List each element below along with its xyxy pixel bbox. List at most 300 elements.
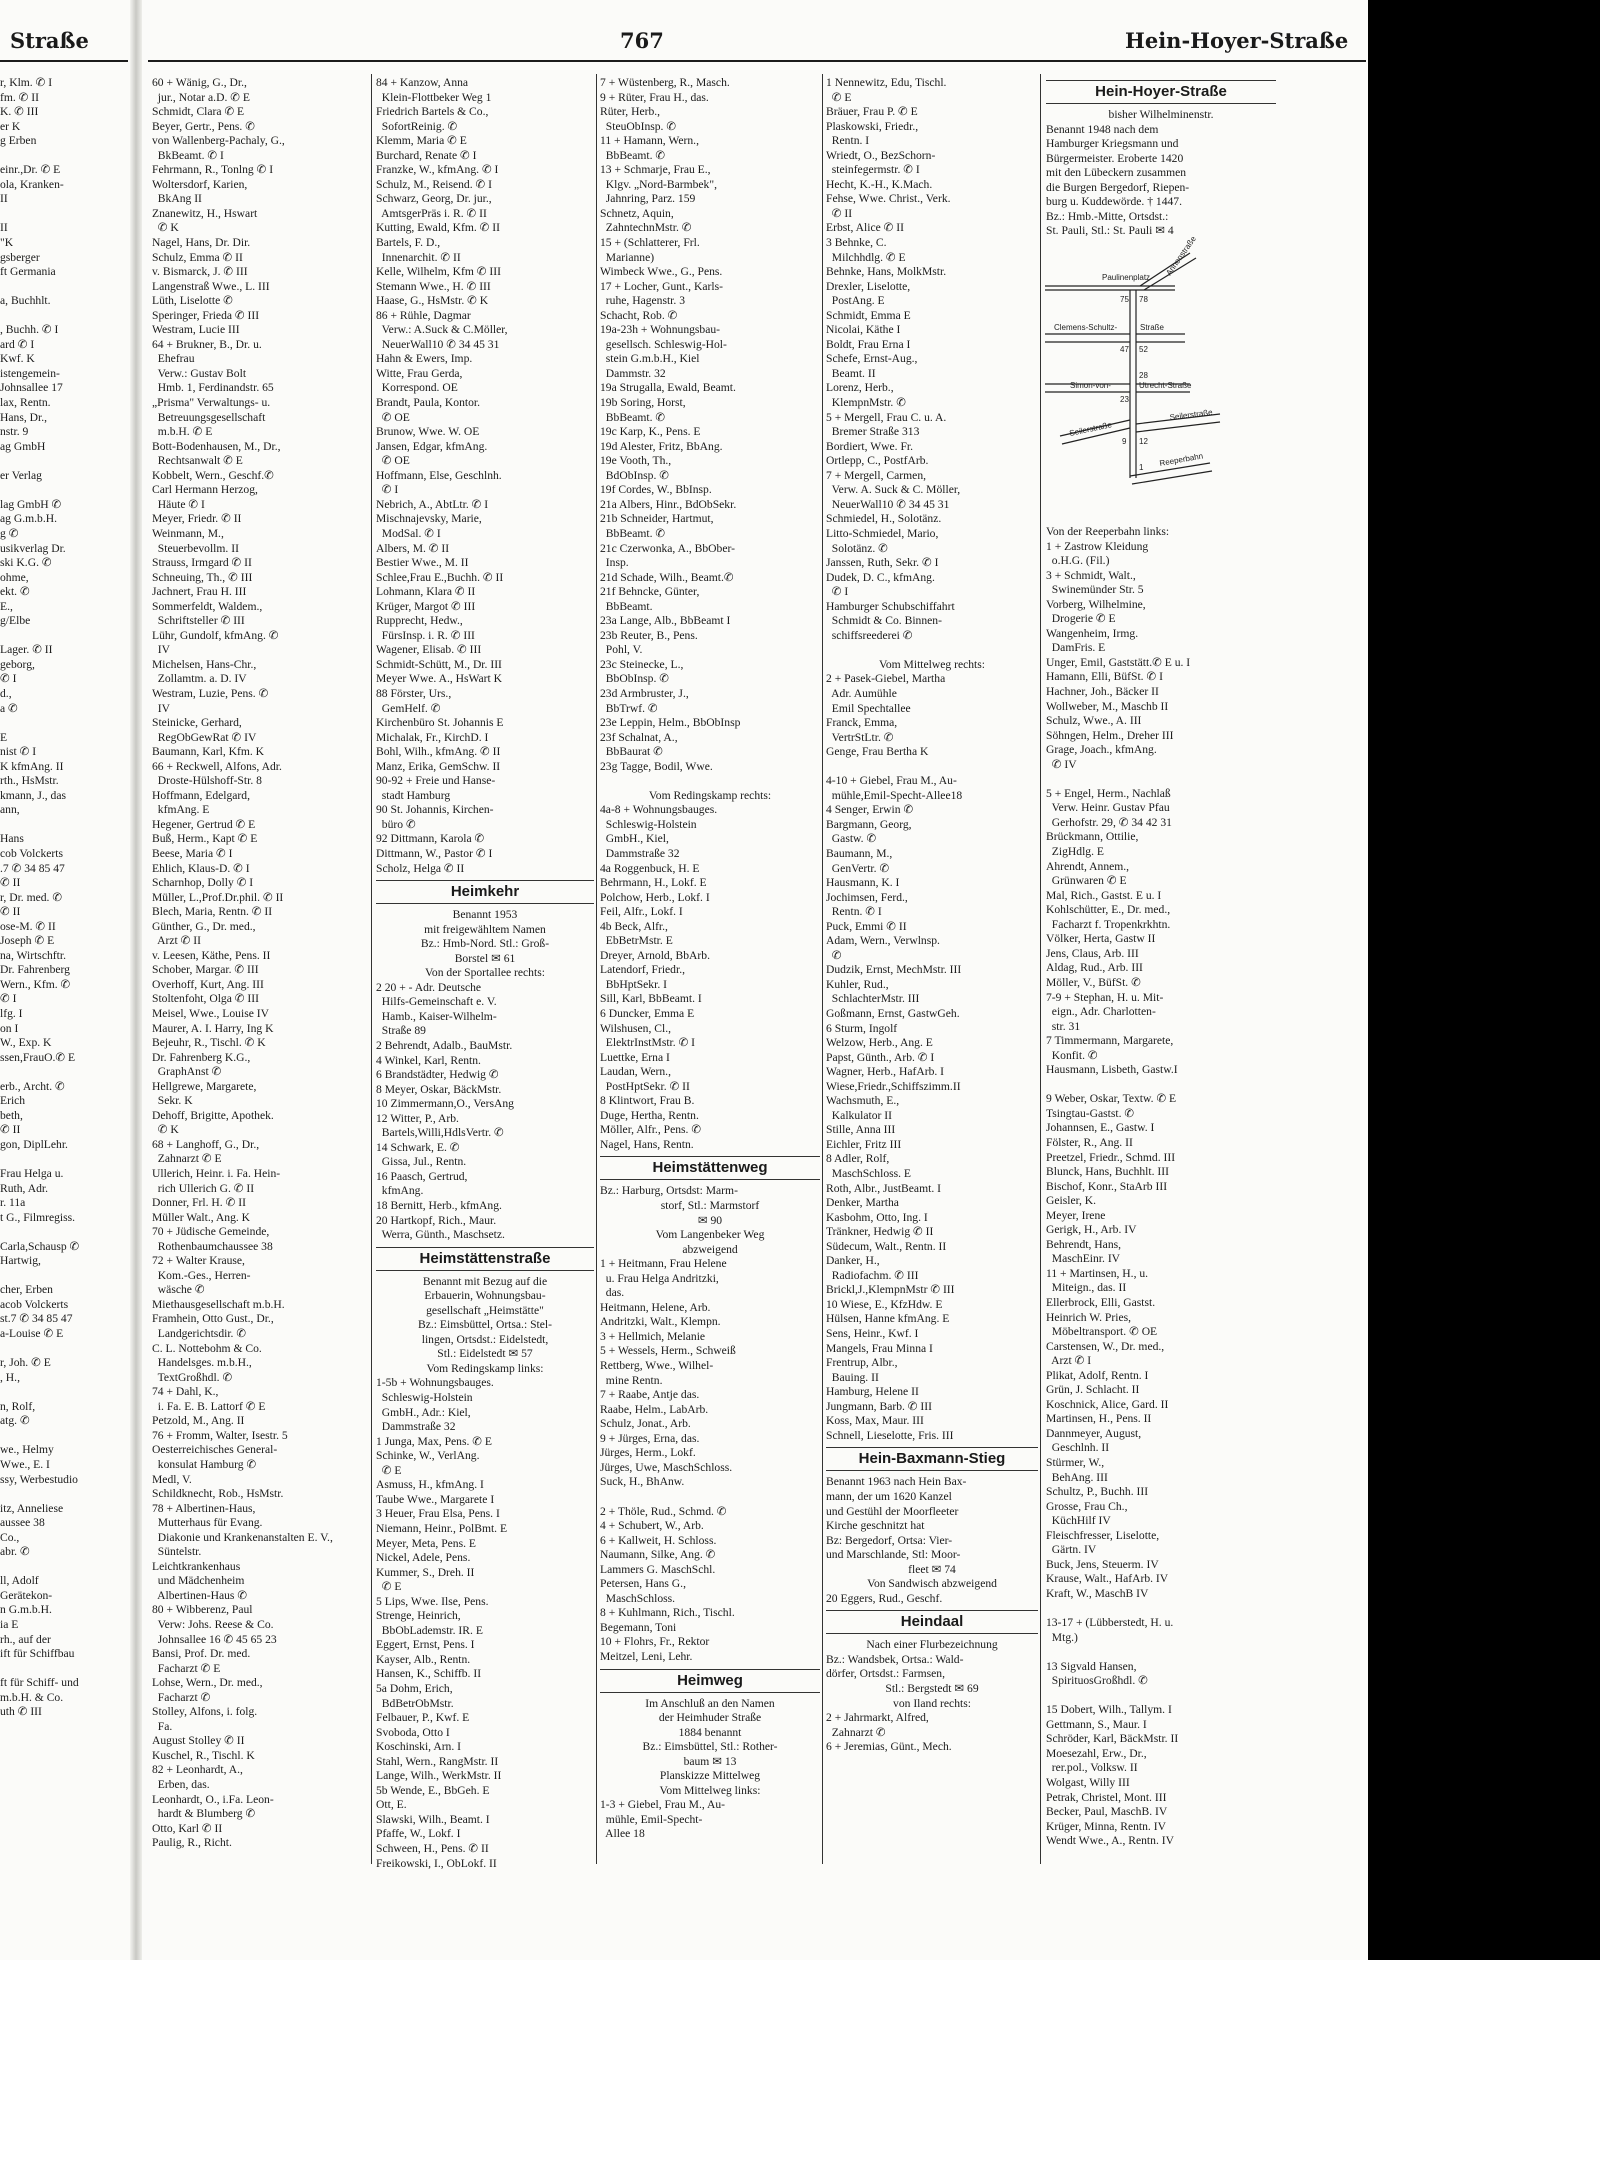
directory-entry-line: Ott, E.	[376, 1798, 407, 1812]
directory-entry-line: 21f Behncke, Günter,	[600, 585, 700, 599]
directory-entry-line: Verw.: Gustav Bolt	[152, 366, 247, 380]
directory-entry-line	[0, 1429, 128, 1444]
directory-entry-line: Ehefrau	[152, 352, 195, 366]
directory-entry-line: Gerätekon-	[0, 1588, 53, 1602]
directory-entry-line: Schleswig-Holstein	[600, 817, 697, 831]
directory-entry-line: ft für Schiff- und	[0, 1676, 79, 1690]
directory-entry-line: Kuschel, R., Tischl. K	[152, 1748, 255, 1762]
directory-entry-line: Hausmann, K. I	[826, 876, 900, 890]
directory-entry-line: Mischnajevsky, Marie,	[376, 512, 482, 526]
scanner-background	[1368, 0, 1600, 2177]
directory-entry-line: Koschinski, Arn. I	[376, 1740, 462, 1754]
directory-entry-line: Hachner, Joh., Bäcker II	[1046, 685, 1159, 699]
directory-entry-line: 23g Tagge, Bodil, Wwe.	[600, 759, 713, 773]
directory-entry-line: Friedrich Bartels & Co.,	[376, 105, 489, 119]
directory-entry-line: rth., HsMstr.	[0, 774, 59, 788]
directory-entry-line: Naumann, Silke, Ang. ✆	[600, 1548, 716, 1562]
map-label-annenstrasse: Annenstraße	[1164, 234, 1198, 278]
street-note: bisher Wilhelminenstr.	[1108, 108, 1214, 121]
directory-entry-line: nstr. 9	[0, 425, 29, 439]
directory-entry-line: Verw.: A.Suck & C.Möller,	[376, 323, 508, 337]
directory-entry-line: ift für Schiffbau	[0, 1647, 75, 1661]
street-heading: Heimkehr	[376, 880, 594, 904]
directory-entry-line: büro ✆	[376, 817, 416, 831]
directory-entry-line: ose-M. ✆ II	[0, 919, 56, 933]
directory-entry-line: Kutting, Ewald, Kfm. ✆ II	[376, 221, 501, 235]
directory-entry-line: die Burgen Bergedorf, Riepen-	[1046, 180, 1190, 194]
directory-entry-line: er K	[0, 119, 21, 133]
directory-entry-line: Ellerbrock, Elli, Gastst.	[1046, 1295, 1156, 1309]
directory-entry-line: ssen,FrauO.✆ E	[0, 1050, 76, 1064]
directory-entry-line: 21b Schneider, Hartmut,	[600, 512, 714, 526]
directory-entry-line: stadt Hamburg	[376, 788, 451, 802]
directory-entry-line: Welzow, Herb., Ang. E	[826, 1036, 933, 1050]
directory-entry-line: Allee 18	[600, 1827, 645, 1841]
directory-entry-line: Brückmann, Ottilie,	[1046, 830, 1139, 844]
directory-entry-line: Hamann, Elli, BüfSt. ✆ I	[1046, 670, 1163, 684]
map-label-seilerstrasse-right: Seilerstraße	[1169, 407, 1214, 422]
directory-entry-line: Möbeltransport. ✆ OE	[1046, 1325, 1158, 1339]
directory-entry-line: K kfmAng. II	[0, 759, 64, 773]
directory-entry-line: 5a Dohm, Erich,	[376, 1681, 453, 1695]
directory-entry-line: 1 Nennewitz, Edu, Tischl.	[826, 76, 947, 89]
directory-entry-line: 5 + Wessels, Herm., Schweiß	[600, 1344, 736, 1358]
directory-entry-line: Schmidt, Clara ✆ E	[152, 105, 245, 119]
directory-entry-line: Aldag, Rud., Arb. III	[1046, 961, 1143, 975]
directory-entry-line: E	[0, 730, 8, 744]
directory-entry-line: Süntelstr.	[152, 1545, 202, 1559]
directory-entry-line: Petzold, M., Ang. II	[152, 1414, 245, 1428]
directory-entry-line: Hamb., Kaiser-Wilhelm-	[376, 1009, 497, 1023]
directory-entry-line	[1046, 1078, 1276, 1093]
directory-entry-line: wäsche ✆	[152, 1283, 205, 1297]
directory-entry-line: Korrespond. OE	[376, 381, 458, 395]
directory-entry-line: kfmAng.	[376, 1184, 424, 1198]
directory-entry-line: cher, Erben	[0, 1283, 53, 1297]
directory-entry-line: ag G.m.b.H.	[0, 512, 57, 526]
directory-entry-line: Facharzt f. Tropenkrkhtn.	[1046, 917, 1171, 931]
directory-entry-line: ✆ I	[0, 992, 17, 1006]
map-label-75: 75	[1120, 295, 1129, 304]
directory-entry-line: Schween, H., Pens. ✆ II	[376, 1841, 489, 1855]
directory-entry-line: Stemann Wwe., H. ✆ III	[376, 279, 491, 293]
directory-entry-line: 6 Duncker, Emma E	[600, 1007, 695, 1020]
directory-entry-line: Gerhofstr. 29, ✆ 34 42 31	[1046, 815, 1172, 829]
directory-entry-line: Dudzik, Ernst, MechMstr. III	[826, 963, 962, 977]
directory-entry-line: Plaskowski, Friedr.,	[826, 119, 919, 133]
directory-entry-line: Hans, Dr.,	[0, 410, 48, 424]
directory-entry-line: Südecum, Walt., Rentn. II	[826, 1239, 947, 1253]
directory-entry-line: Schinke, W., VerlAng.	[376, 1449, 480, 1463]
directory-entry-line: m.b.H. & Co.	[0, 1690, 64, 1704]
directory-entry-line: Krause, Walt., HafArb. IV	[1046, 1572, 1169, 1586]
directory-entry-line: Meyer, Friedr. ✆ II	[152, 512, 242, 526]
directory-entry-line: Lammers G. MaschSchl.	[600, 1562, 716, 1576]
column-1	[152, 76, 368, 1851]
directory-entry-line: Schnell, Lieselotte, Fris. III	[826, 1428, 954, 1442]
directory-entry-line: Bott-Bodenhausen, M., Dr.,	[152, 439, 281, 453]
directory-entry-line: Freikowski, I., ObLokf. II	[376, 1856, 497, 1870]
directory-entry-line: Hansen, K., Schiffb. II	[376, 1667, 482, 1681]
directory-entry-line: Svoboda, Otto I	[376, 1725, 450, 1739]
directory-entry-line: Schulz, M., Reisend. ✆ I	[376, 177, 492, 191]
directory-entry-line: Steuerbevollm. II	[152, 541, 239, 555]
directory-entry-line: Tränkner, Hedwig ✆ II	[826, 1225, 934, 1239]
directory-entry-line: Nagel, Hans, Rentn.	[600, 1137, 694, 1151]
directory-entry-line: Schmidt, Emma E	[826, 308, 911, 322]
directory-entry-line: Diakonie und Krankenanstalten E. V.,	[152, 1530, 333, 1544]
directory-entry-line: BbBaurat ✆	[600, 745, 663, 759]
street-heading: Heimweg	[600, 1669, 820, 1693]
directory-entry-line: r, Klm. ✆ I	[0, 76, 53, 89]
directory-entry-line: n, Rolf,	[0, 1399, 36, 1413]
directory-entry-line: 7 + Mergell, Carmen,	[826, 468, 927, 482]
directory-entry-line: Hilfs-Gemeinschaft e. V.	[376, 995, 497, 1009]
directory-entry-line: Brandt, Paula, Kontor.	[376, 396, 481, 410]
street-note: baum ✉ 13	[683, 1754, 737, 1768]
directory-entry-line: Grosse, Frau Ch.,	[1046, 1499, 1128, 1513]
map-label-strasse: Straße	[1140, 323, 1165, 332]
directory-entry-line: 1 + Heitmann, Frau Helene	[600, 1257, 727, 1271]
directory-entry-line: Söhngen, Helm., Dreher III	[1046, 728, 1174, 742]
directory-entry-line: „Prisma" Verwaltungs- u.	[152, 396, 271, 410]
directory-entry-line: m.b.H. ✆ E	[152, 425, 213, 439]
street-note: ✉ 90	[697, 1213, 723, 1227]
directory-entry-line	[826, 760, 1038, 775]
directory-entry-line: Meyer Wwe. A., HsWart K	[376, 672, 503, 686]
directory-entry-line: 5 Lips, Wwe. Ilse, Pens.	[376, 1594, 489, 1608]
directory-entry-line: GenVertr. ✆	[826, 861, 890, 875]
directory-entry-line: Kalkulator II	[826, 1108, 892, 1122]
directory-entry-line: 23e Leppin, Helm., BbObInsp	[600, 716, 741, 730]
directory-entry-line: IV	[152, 701, 171, 715]
directory-entry-line: Overhoff, Kurt, Ang. III	[152, 977, 264, 991]
directory-entry-line: Stürmer, W.,	[1046, 1456, 1105, 1469]
directory-entry-line	[0, 1065, 128, 1080]
street-note: storf, Stl.: Marmstorf	[660, 1199, 760, 1213]
directory-entry-line: Wriedt, O., BezSchorn-	[826, 148, 936, 162]
directory-entry-line: Bartels, F. D.,	[376, 236, 441, 250]
directory-entry-line: Strauss, Irmgard ✆ II	[152, 556, 252, 570]
directory-entry-line: Fehrmann, R., Tonlng ✆ I	[152, 163, 274, 177]
directory-entry-line: Geschlnh. II	[1046, 1441, 1110, 1455]
directory-entry-line: BbTrwf. ✆	[600, 701, 658, 715]
directory-entry-line: EbBetrMstr. E	[600, 934, 673, 948]
directory-entry-line: we., Helmy	[0, 1443, 54, 1457]
directory-entry-line: 6 + Kallweit, H. Schloss.	[600, 1533, 717, 1547]
street-note: Planskizze Mittelweg	[659, 1769, 761, 1783]
directory-entry-line: Carla,Schausp ✆	[0, 1239, 80, 1253]
directory-entry-line: Blech, Maria, Rentn. ✆ II	[152, 905, 273, 919]
directory-entry-line: eign., Adr. Charlotten-	[1046, 1005, 1156, 1019]
directory-entry-line: PostHptSekr. ✆ II	[600, 1079, 690, 1093]
street-note: Benannt 1953	[452, 908, 518, 922]
directory-entry-line: Bansi, Prof. Dr. med.	[152, 1647, 251, 1661]
directory-entry-line: ft Germania	[0, 265, 56, 279]
directory-entry-line: und Marschlande, Stl: Moor-	[826, 1548, 961, 1562]
directory-entry-line: , H.,	[0, 1370, 20, 1384]
directory-entry-line: 11 + Hamann, Wern.,	[600, 134, 699, 148]
directory-entry-line: Wwe., E. I	[0, 1457, 50, 1471]
directory-entry-line: mann, der um 1620 Kanzel	[826, 1489, 952, 1503]
directory-entry-line: Stille, Anna III	[826, 1123, 896, 1137]
directory-entry-line: Wolgast, Willy III	[1046, 1776, 1130, 1790]
column-5-entries	[1046, 525, 1276, 1849]
directory-entry-line: Franck, Emma,	[826, 716, 898, 730]
directory-entry-line: Goßmann, Ernst, GastwGeh.	[826, 1007, 960, 1020]
directory-entry-line: Rothenbaumchaussee 38	[152, 1239, 273, 1253]
directory-entry-line: 3 + Hellmich, Melanie	[600, 1329, 706, 1343]
directory-entry-line	[0, 309, 128, 324]
directory-entry-line: Bürgermeister. Eroberte 1420	[1046, 151, 1184, 165]
directory-entry-line: Roth, Albr., JustBeamt. I	[826, 1181, 941, 1195]
directory-entry-line: ✆ II	[826, 206, 853, 220]
directory-entry-line: VertrStLtr. ✆	[826, 730, 894, 744]
directory-entry-line: Wimbeck Wwe., G., Pens.	[600, 265, 723, 279]
street-sketch-map	[1040, 234, 1270, 508]
directory-entry-line: ✆ E	[826, 90, 852, 104]
street-note: Vom Mittelweg rechts:	[878, 657, 986, 671]
directory-entry-line: Scharnhop, Dolly ✆ I	[152, 876, 254, 890]
directory-entry-line: ✆ OE	[376, 410, 410, 424]
directory-entry-line: AmtsgerPräs i. R. ✆ II	[376, 206, 487, 220]
map-label-1: 1	[1139, 463, 1144, 472]
directory-entry-line: Facharzt ✆ E	[152, 1661, 221, 1675]
directory-entry-line: 19a Strugalla, Ewald, Beamt.	[600, 381, 736, 395]
directory-entry-line: Handelsges. m.b.H.,	[152, 1356, 252, 1370]
directory-entry-line: Rüter, Herb.,	[600, 105, 661, 119]
directory-entry-line: 23b Reuter, B., Pens.	[600, 628, 698, 642]
directory-entry-line: ll, Adolf	[0, 1574, 39, 1588]
directory-entry-line: Andritzki, Walt., Klempn.	[600, 1315, 721, 1329]
street-note: Stl.: Bergstedt ✉ 69	[885, 1681, 979, 1695]
street-note: der Heimhuder Straße	[658, 1711, 762, 1725]
directory-entry-line: ✆ E	[376, 1463, 402, 1477]
directory-entry-line: Emil Spechtallee	[826, 701, 911, 715]
directory-entry-line: ✆ K	[152, 1123, 179, 1137]
directory-entry-line: Carl Hermann Herzog,	[152, 483, 258, 497]
directory-entry-line: Dr. Fahrenberg	[0, 963, 70, 977]
directory-entry-line: Miethausgesellschaft m.b.H.	[152, 1297, 285, 1311]
directory-entry-line: 13 + Schmarje, Frau E.,	[600, 163, 711, 177]
directory-entry-line: Tsingtau-Gastst. ✆	[1046, 1106, 1135, 1120]
directory-entry-line: Arzt ✆ II	[152, 934, 201, 948]
directory-entry-line: Dittmann, W., Pastor ✆ I	[376, 846, 493, 860]
directory-entry-line: Kayser, Alb., Rentn.	[376, 1652, 471, 1666]
directory-entry-line: Lohse, Wern., Dr. med.,	[152, 1676, 263, 1690]
directory-entry-line: Kuhler, Rud.,	[826, 977, 889, 991]
directory-entry-line: .7 ✆ 34 85 47	[0, 861, 65, 875]
directory-entry-line: SteuObInsp. ✆	[600, 119, 677, 133]
directory-entry-line: ✆ I	[376, 483, 399, 497]
directory-entry-line: Joseph ✆ E	[0, 934, 55, 948]
directory-entry-line: 7-9 + Stephan, H. u. Mit-	[1046, 990, 1164, 1004]
directory-entry-line: August Stolley ✆ II	[152, 1734, 245, 1748]
directory-entry-line: lfg. I	[0, 1007, 23, 1020]
map-label-47: 47	[1120, 345, 1129, 354]
directory-entry-line: beth,	[0, 1108, 23, 1122]
directory-entry-line: 5b Wende, E., BbGeh. E	[376, 1783, 490, 1797]
directory-entry-line: Blunck, Hans, Buchhlt. III	[1046, 1165, 1170, 1179]
directory-entry-line: 10 + Flohrs, Fr., Rektor	[600, 1635, 710, 1649]
directory-entry-line: Dammstraße 32	[376, 1420, 456, 1434]
directory-entry-line: Manz, Erika, GemSchw. II	[376, 759, 501, 773]
directory-entry-line: Baumann, M.,	[826, 846, 893, 860]
street-note: Im Anschluß an den Namen	[645, 1696, 775, 1710]
directory-entry-line: Adr. Aumühle	[826, 686, 897, 700]
directory-entry-line: Bestier Wwe., M. II	[376, 556, 469, 570]
directory-entry-line: v. Bismarck, J. ✆ III	[152, 265, 248, 279]
directory-entry-line: Johnsallee 16 ✆ 45 65 23	[152, 1632, 277, 1646]
street-note: Vom Redingskamp links:	[426, 1361, 544, 1375]
directory-entry-line: konsulat Hamburg ✆	[152, 1457, 257, 1471]
directory-entry-line: Geisler, K.	[1046, 1194, 1097, 1208]
directory-entry-line: Möller, Alfr., Pens. ✆	[600, 1123, 702, 1137]
directory-entry-line: 66 + Reckwell, Alfons, Adr.	[152, 759, 282, 773]
column-3	[600, 76, 820, 1842]
column-5-intro	[1046, 76, 1276, 239]
directory-entry-line: er Verlag	[0, 468, 42, 482]
directory-entry-line: Wachsmuth, E.,	[826, 1094, 900, 1108]
directory-entry-line: Hecht, K.-H., K.Mach.	[826, 177, 933, 191]
directory-entry-line: Schlee,Frau E.,Buchh. ✆ II	[376, 570, 504, 584]
directory-entry-line: 86 + Rühle, Dagmar	[376, 308, 471, 322]
street-note: von Iland rechts:	[893, 1696, 971, 1710]
directory-entry-line: GemHelf. ✆	[376, 701, 441, 715]
directory-entry-line: Günther, G., Dr. med.,	[152, 919, 256, 933]
directory-entry-line: Danker, H.,	[826, 1254, 880, 1268]
directory-entry-line: lag GmbH ✆	[0, 497, 62, 511]
directory-entry-line: ard ✆ I	[0, 337, 35, 351]
column-4	[826, 76, 1038, 1755]
directory-entry-line: Fölster, R., Ang. II	[1046, 1135, 1133, 1149]
directory-entry-line: Stoltenfoht, Olga ✆ III	[152, 992, 259, 1006]
street-note: Von der Sportallee rechts:	[425, 966, 545, 980]
directory-entry-line: PostAng. E	[826, 294, 885, 308]
directory-entry-line: Schober, Margar. ✆ III	[152, 963, 259, 977]
directory-entry-line: v. Leesen, Käthe, Pens. II	[152, 948, 271, 962]
directory-entry-line: Hmb. 1, Ferdinandstr. 65	[152, 381, 274, 395]
directory-entry-line: Lange, Wilh., WerkMstr. II	[376, 1769, 502, 1783]
directory-entry-line: Duge, Hertha, Rentn.	[600, 1108, 699, 1122]
directory-entry-line: ola, Kranken-	[0, 177, 64, 191]
directory-entry-line: 21a Albers, Hinr., BdObSekr.	[600, 497, 737, 511]
directory-entry-line: Wollweber, M., Maschb II	[1046, 699, 1169, 713]
directory-entry-line: Begemann, Toni	[600, 1620, 677, 1634]
directory-entry-line: Hegener, Gertrud ✆ E	[152, 817, 256, 831]
directory-entry-line: ✆ IV	[1046, 757, 1077, 771]
directory-entry-line: Meisel, Wwe., Louise IV	[152, 1007, 269, 1020]
directory-entry-line: Kummer, S., Dreh. II	[376, 1565, 475, 1579]
directory-entry-line: Jürges, Herm., Lokf.	[600, 1446, 696, 1460]
map-label-12: 12	[1139, 437, 1148, 446]
directory-entry-line: Bischof, Konr., StaArb III	[1046, 1179, 1168, 1193]
directory-entry-line: 19c Karp, K., Pens. E	[600, 425, 701, 439]
page-number: 767	[620, 28, 664, 53]
directory-entry-line: Klein-Flottbeker Weg 1	[376, 90, 492, 104]
street-note: Stl.: Eidelstedt ✉ 57	[437, 1347, 533, 1361]
directory-entry-line: kfmAng. E	[152, 803, 210, 817]
directory-entry-line: Leonhardt, O., i.Fa. Leon-	[152, 1792, 274, 1806]
directory-entry-line: Buck, Jens, Steuerm. IV	[1046, 1557, 1159, 1571]
directory-entry-line: Hamburger Kriegsmann und	[1046, 137, 1179, 151]
directory-entry-line	[0, 1487, 128, 1502]
directory-entry-line: Oesterreichisches General-	[152, 1443, 278, 1457]
directory-entry-line	[0, 483, 128, 498]
directory-entry-line: itz, Anneliese	[0, 1501, 64, 1515]
header-rule-right	[148, 60, 1366, 62]
directory-entry-line: Schulz, Jonat., Arb.	[600, 1417, 691, 1431]
directory-entry-line: 17 + Locher, Gunt., Karls-	[600, 279, 723, 293]
directory-entry-line: , Buchh. ✆ I	[0, 323, 59, 337]
directory-entry-line: K. ✆ III	[0, 105, 39, 119]
directory-entry-line: Bejeuhr, R., Tischl. ✆ K	[152, 1036, 266, 1050]
directory-entry-line: steinfegermstr. ✆ I	[826, 163, 920, 177]
directory-entry-line: II	[0, 221, 8, 235]
directory-entry-line: Bremer Straße 313	[826, 425, 920, 439]
directory-entry-line	[1046, 1689, 1276, 1704]
directory-entry-line: Bartels,Willi,HdlsVertr. ✆	[376, 1126, 504, 1140]
directory-entry-line: 4 + Schubert, W., Arb.	[600, 1519, 704, 1533]
directory-entry-line: Drexler, Liselotte,	[826, 279, 911, 293]
directory-entry-line: ✆ I	[826, 585, 849, 599]
directory-entry-line: 21c Czerwonka, A., BbOber-	[600, 541, 735, 555]
directory-entry-line: Schefe, Ernst-Aug.,	[826, 352, 918, 366]
directory-entry-line: Plikat, Adolf, Rentn. I	[1046, 1368, 1149, 1382]
directory-entry-line: 8 Klintwort, Frau B.	[600, 1094, 695, 1108]
directory-entry-line: Becker, Paul, MaschB. IV	[1046, 1805, 1168, 1819]
directory-entry-line: gsberger	[0, 250, 40, 264]
directory-entry-line: Feil, Alfr., Lokf. I	[600, 905, 683, 919]
directory-entry-line: 2 Behrendt, Adalb., BauMstr.	[376, 1039, 513, 1052]
directory-entry-line: Schmidt-Schütt, M., Dr. III	[376, 657, 502, 671]
directory-entry-line: SpirituosGroßhdl. ✆	[1046, 1674, 1148, 1688]
directory-entry-line: Framhein, Otto Gust., Dr.,	[152, 1312, 274, 1326]
directory-entry-line: ✆ K	[152, 221, 179, 235]
directory-entry-line: Benannt 1963 nach Hein Bax-	[826, 1475, 967, 1489]
directory-entry-line: TextGroßhdl. ✆	[152, 1370, 233, 1384]
directory-entry-line	[0, 149, 128, 164]
column-divider	[371, 74, 372, 1864]
directory-entry-line: Hahn & Ewers, Imp.	[376, 352, 473, 366]
directory-entry-line: Eggert, Ernst, Pens. I	[376, 1638, 475, 1652]
directory-entry-line: Wern., Kfm. ✆	[0, 977, 71, 991]
directory-entry-line: Bordiert, Wwe. Fr.	[826, 439, 914, 453]
directory-entry-line: mühle,Emil-Specht-Allee18	[826, 788, 963, 802]
directory-entry-line: Rupprecht, Hedw.,	[376, 614, 463, 628]
directory-entry-line: 23c Steinecke, L.,	[600, 657, 684, 671]
directory-entry-line: 4 Winkel, Karl, Rentn.	[376, 1053, 481, 1067]
directory-entry-line: Mutterhaus für Evang.	[152, 1516, 263, 1530]
directory-entry-line: Erben, das.	[152, 1777, 210, 1791]
directory-entry-line: 12 Witter, P., Arb.	[376, 1111, 459, 1125]
directory-entry-line: Müller, L.,Prof.Dr.phil. ✆ II	[152, 890, 284, 904]
directory-entry-line: atg. ✆	[0, 1414, 30, 1428]
directory-entry-line: ✆ OE	[376, 454, 410, 468]
directory-entry-line: Lager. ✆ II	[0, 643, 53, 657]
directory-entry-line: Jahnring, Parz. 159	[600, 192, 696, 206]
directory-entry-line: Znanewitz, H., Hswart	[152, 206, 258, 220]
directory-entry-line: Ruth, Adr.	[0, 1181, 48, 1195]
map-label-28: 28	[1139, 371, 1148, 380]
directory-entry-line: Medl, V.	[152, 1472, 192, 1486]
directory-entry-line: a ✆	[0, 701, 18, 715]
directory-entry-line: Meitzel, Leni, Lehr.	[600, 1649, 693, 1663]
street-note: Vom Redingskamp rechts:	[648, 788, 772, 802]
directory-entry-line: hardt & Blumberg ✆	[152, 1807, 256, 1821]
directory-entry-line: stein G.m.b.H., Kiel	[600, 352, 700, 366]
directory-entry-line: 2 20 + - Adr. Deutsche	[376, 980, 482, 994]
